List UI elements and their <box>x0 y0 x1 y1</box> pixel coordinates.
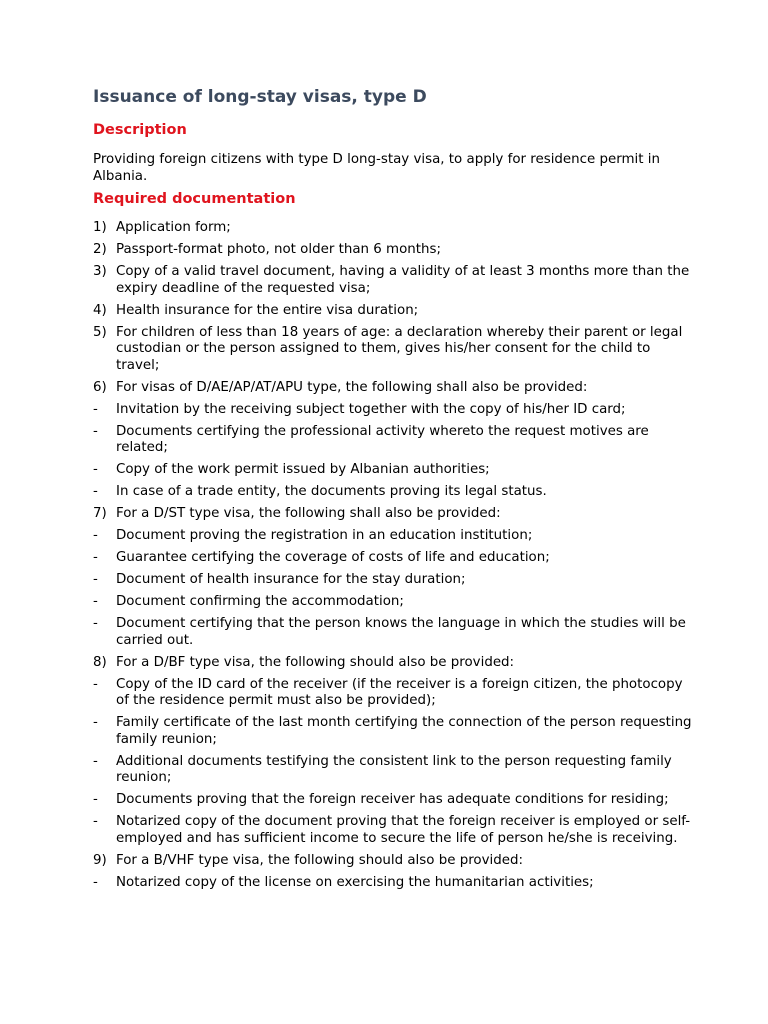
list-item-text: Notarized copy of the document proving that the foreign receiver is employed or self-employed and has sufficient income to secure the life of person he/she is receiving. <box>116 814 691 846</box>
list-item <box>93 303 693 320</box>
list-marker: - <box>93 792 98 807</box>
list-item-text: Document proving the registration in an education institution; <box>116 528 533 543</box>
list-marker: 8) <box>93 654 107 670</box>
list-item-text: Copy of the work permit issued by Albanian authorities; <box>116 462 490 477</box>
list-marker: 3) <box>93 264 107 279</box>
description-heading: Description <box>93 122 187 138</box>
list-marker: - <box>93 616 98 631</box>
required-documentation-list <box>93 220 693 891</box>
list-item-text: Health insurance for the entire visa duration; <box>116 302 419 318</box>
list-item-text: Notarized copy of the license on exercising the humanitarian activities; <box>116 874 594 890</box>
list-marker: - <box>93 528 98 543</box>
list-item <box>93 380 693 397</box>
sub-list-item <box>93 754 693 787</box>
list-marker: - <box>93 572 98 587</box>
list-item-text: Family certificate of the last month certifying the connection of the person requesting family reunion; <box>116 715 692 747</box>
description-text: Providing foreign citizens with type D long-stay visa, to apply for residence permit in Albania. <box>93 152 660 184</box>
list-item-text: Application form; <box>116 220 231 235</box>
list-marker: - <box>93 676 98 692</box>
list-marker: 4) <box>93 302 107 318</box>
list-marker: - <box>93 462 98 477</box>
list-marker: 9) <box>93 852 107 868</box>
list-marker: 6) <box>93 379 107 395</box>
sub-list-item <box>93 462 693 479</box>
list-item-text: For visas of D/AE/AP/AT/APU type, the following shall also be provided: <box>116 379 588 395</box>
list-item-text: Additional documents testifying the consistent link to the person requesting family reunion; <box>116 753 672 785</box>
sub-list-item <box>93 424 693 457</box>
list-item <box>93 655 693 672</box>
list-marker: 5) <box>93 324 107 340</box>
list-marker: - <box>93 814 98 829</box>
list-marker: - <box>93 550 98 565</box>
list-item <box>93 325 693 375</box>
list-item-text: Passport-format photo, not older than 6 months; <box>116 242 441 257</box>
list-item <box>93 853 693 870</box>
list-marker: 7) <box>93 506 107 521</box>
sub-list-item <box>93 594 693 611</box>
list-item-text: Document of health insurance for the stay duration; <box>116 572 466 587</box>
list-item-text: For a B/VHF type visa, the following should also be provided: <box>116 852 523 868</box>
sub-list-item <box>93 814 693 847</box>
list-marker: 1) <box>93 220 107 235</box>
list-marker: - <box>93 874 98 890</box>
required-documentation-heading: Required documentation <box>93 191 296 207</box>
sub-list-item <box>93 484 693 501</box>
page-title: Issuance of long-stay visas, type D <box>93 87 427 107</box>
sub-list-item <box>93 550 693 567</box>
list-item-text: Documents certifying the professional activity whereto the request motives are related; <box>116 423 649 455</box>
list-marker: - <box>93 594 98 609</box>
list-item-text: Copy of the ID card of the receiver (if the receiver is a foreign citizen, the photocopy of the residence permit must also be provided); <box>116 676 683 708</box>
list-item <box>93 220 693 237</box>
sub-list-item <box>93 616 693 649</box>
list-marker: - <box>93 753 98 769</box>
sub-list-item <box>93 572 693 589</box>
list-item-text: Guarantee certifying the coverage of costs of life and education; <box>116 550 550 565</box>
sub-list-item <box>93 528 693 545</box>
document-page <box>93 86 693 897</box>
sub-list-item <box>93 792 693 809</box>
list-marker: - <box>93 401 98 417</box>
sub-list-item <box>93 402 693 419</box>
list-item <box>93 506 693 523</box>
list-item-text: Documents proving that the foreign receiver has adequate conditions for residing; <box>116 792 669 807</box>
list-item <box>93 242 693 259</box>
list-marker: - <box>93 484 98 499</box>
list-item <box>93 264 693 297</box>
list-item-text: For a D/ST type visa, the following shall also be provided: <box>116 506 501 521</box>
sub-list-item <box>93 715 693 748</box>
list-marker: - <box>93 715 98 730</box>
list-item-text: Document confirming the accommodation; <box>116 594 404 609</box>
list-item-text: In case of a trade entity, the documents proving its legal status. <box>116 484 547 499</box>
list-item-text: Copy of a valid travel document, having a validity of at least 3 months more than the expiry deadline of the requested visa; <box>116 264 690 296</box>
list-item-text: For children of less than 18 years of age: a declaration whereby their parent or legal custodian or the person assigned to them, gives his/her consent for the child to travel; <box>116 324 683 373</box>
list-item-text: Document certifying that the person knows the language in which the studies will be carried out. <box>116 616 686 648</box>
list-marker: - <box>93 423 98 439</box>
sub-list-item <box>93 677 693 710</box>
list-marker: 2) <box>93 242 107 257</box>
list-item-text: Invitation by the receiving subject together with the copy of his/her ID card; <box>116 401 626 417</box>
list-item-text: For a D/BF type visa, the following should also be provided: <box>116 654 515 670</box>
sub-list-item <box>93 875 693 892</box>
